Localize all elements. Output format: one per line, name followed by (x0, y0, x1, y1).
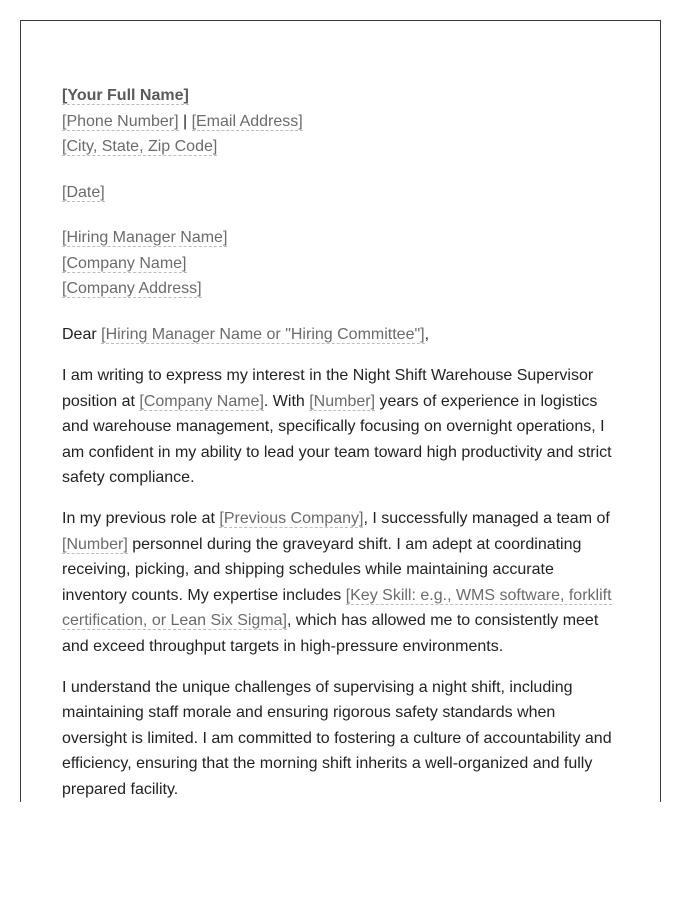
recipient-company-address[interactable]: [Company Address] (62, 280, 202, 297)
sender-full-name[interactable]: [Your Full Name] (62, 87, 189, 104)
date-line (62, 180, 622, 206)
paragraph-experience (62, 506, 622, 660)
p1-text-2: . With (263, 392, 310, 410)
salutation-name[interactable]: [Hiring Manager Name or "Hiring Committee"] (101, 325, 425, 343)
p2-previous-company[interactable]: [Previous Company] (219, 509, 364, 527)
p1-text-1: I am writing to express my interest in the Night Shift Warehouse Supervisor position at (62, 367, 594, 410)
sender-email[interactable]: [Email Address] (191, 112, 303, 130)
salutation (62, 322, 622, 348)
p2-key-skill[interactable]: [Key Skill: e.g., WMS software, forklift certification, or Lean Six Sigma] (62, 586, 612, 630)
p1-company-name[interactable]: [Company Name] (139, 392, 264, 410)
p2-text-2: , I successfully managed a team of (363, 509, 610, 527)
p1-years-number[interactable]: [Number] (309, 392, 376, 410)
paragraph-intro (62, 363, 622, 491)
p2-team-number[interactable]: [Number] (62, 535, 128, 553)
p2-text-4: , which has allowed me to consistently meet and exceed throughput targets in high-pressure environments. (62, 612, 599, 655)
recipient-block (62, 225, 622, 302)
recipient-company-name[interactable]: [Company Name] (62, 254, 187, 272)
letter-date[interactable]: [Date] (62, 183, 105, 201)
letter-page (20, 20, 661, 802)
sender-phone[interactable]: [Phone Number] (62, 112, 179, 130)
recipient-hiring-manager[interactable]: [Hiring Manager Name] (62, 229, 228, 246)
p1-text-3: years of experience in logistics and warehouse management, specifically focusing on overnight operations, I am confident in my ability to lead your team toward high productivity and strict safety compliance. (62, 392, 612, 487)
sender-city-state-zip[interactable]: [City, State, Zip Code] (62, 138, 218, 155)
salutation-suffix: , (424, 325, 430, 343)
sender-block (62, 83, 622, 160)
paragraph-challenges: I understand the unique challenges of supervising a night shift, including maintaining staff morale and ensuring rigorous safety standards when oversight is limited. I am committed to fostering a culture of accountability and efficiency, ensuring that the morning shift inherits a well-organized and fully prepared facility. (62, 678, 612, 798)
contact-separator: | (178, 112, 192, 130)
p2-text-3: personnel during the graveyard shift. I am adept at coordinating receiving, picking, and shipping schedules while maintaining accurate inventory counts. My expertise includes (62, 535, 582, 604)
salutation-prefix: Dear (62, 325, 102, 343)
letter-content (62, 83, 622, 802)
p2-text-1: In my previous role at (62, 509, 220, 527)
